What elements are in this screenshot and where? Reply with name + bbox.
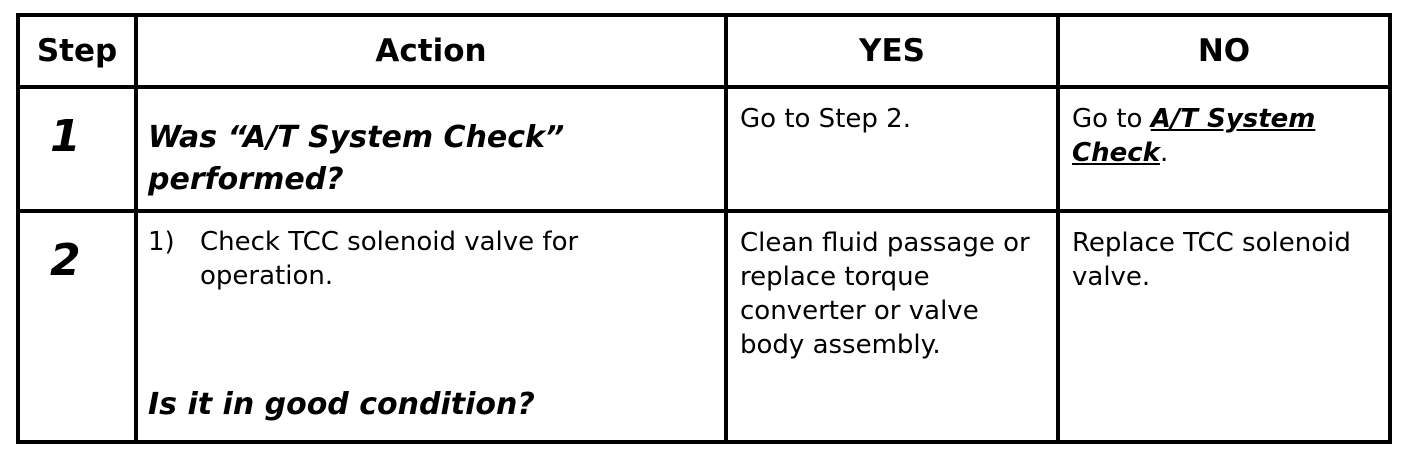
no-suffix: . (1159, 138, 1169, 168)
no-prefix: Go to (1072, 104, 1151, 134)
table-header-row (18, 15, 1390, 87)
action-cell (136, 211, 726, 442)
header-yes: YES (726, 15, 1058, 87)
action-question: Was “A/T System Check” performed? (148, 120, 565, 197)
header-action: Action (136, 15, 726, 87)
table-row (18, 87, 1390, 211)
list-item (138, 213, 724, 293)
list-item-number: 1) (148, 227, 175, 257)
header-step: Step (18, 15, 136, 87)
yes-cell: Go to Step 2. (726, 87, 1058, 211)
system-check-link[interactable]: A/T System Check (1072, 104, 1316, 168)
diagnostic-table (16, 13, 1392, 444)
yes-cell: Clean fluid passage or replace torque converter or valve body assembly. (726, 211, 1058, 442)
step-number: 1 (18, 87, 136, 211)
action-cell (136, 87, 726, 211)
table-row (18, 211, 1390, 442)
no-cell: Replace TCC solenoid valve. (1058, 211, 1390, 442)
header-no: NO (1058, 15, 1390, 87)
action-question: Is it in good condition? (148, 387, 535, 422)
step-number: 2 (18, 211, 136, 442)
list-item-text: Check TCC solenoid valve for operation. (200, 227, 579, 291)
no-cell (1058, 87, 1390, 211)
